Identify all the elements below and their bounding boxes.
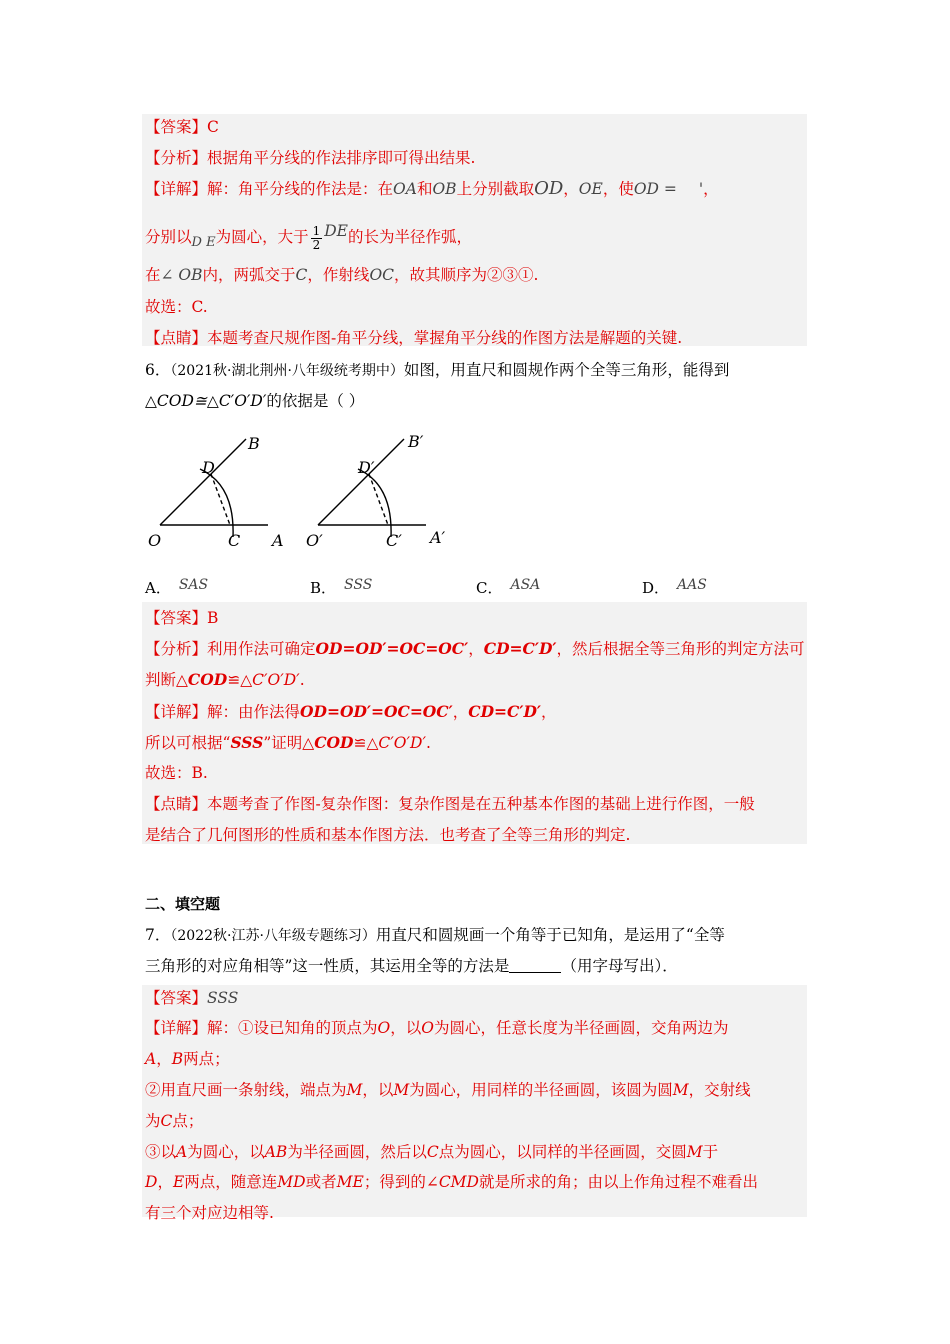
detail-text: ，	[157, 1173, 173, 1191]
fraction-half	[311, 225, 323, 252]
math-b: B	[171, 1050, 184, 1068]
math-oa: OA	[393, 180, 417, 198]
figure-congruent-triangles	[140, 425, 460, 555]
question-text: 如图，用直尺和圆规作两个全等三角形，能得到	[403, 361, 730, 379]
option-letter: C．	[476, 579, 503, 597]
math-c: C	[426, 1143, 439, 1161]
choose-line-q5	[145, 292, 807, 323]
detail-text: 两点；	[183, 1050, 230, 1068]
analysis-text: ，然后根据全等三角形的判定方法可	[556, 640, 805, 658]
detail-text: 解：由作法得	[207, 703, 301, 721]
analysis-text: 判断△	[145, 671, 188, 689]
detail-line4-q7	[145, 1106, 807, 1137]
option-b[interactable]	[310, 572, 372, 598]
answer-value: SSS	[207, 989, 239, 1007]
detail-text: 为圆心，任意长度为半径画圆，交角两边为	[433, 1019, 729, 1037]
analysis-line-q5	[145, 143, 807, 174]
detail-text: ，	[540, 703, 557, 721]
math-a: A	[176, 1143, 188, 1161]
detail-line3-q5	[145, 260, 807, 291]
detail-text: 为圆心，大于	[215, 228, 309, 246]
choose-line-q6	[145, 758, 807, 789]
question-text: （用字母写出）．	[561, 957, 678, 975]
detail-text: 和	[416, 180, 433, 198]
label-o-prime: O′	[306, 531, 323, 550]
math-oe: OE	[578, 180, 603, 198]
detail-text: 上分别截取	[456, 180, 535, 198]
label-a-prime: A′	[430, 528, 446, 547]
math-c2o2d2: C′O′D′	[252, 671, 300, 689]
comment-text: 本题考查尺规作图-角平分线，掌握角平分线的作图方法是解题的关键.	[207, 329, 683, 347]
math-angle-cmd: ∠CMD	[425, 1173, 479, 1191]
detail-line3-q7	[145, 1075, 807, 1106]
section-title: 二、填空题	[145, 895, 221, 913]
question-6-stem-line2	[145, 386, 807, 417]
detail-line1-q6	[145, 696, 807, 727]
question-text: 的依据是（ ）	[266, 392, 365, 410]
detail-text: 解：角平分线的作法是：在	[207, 180, 394, 198]
label-b: B	[248, 434, 260, 453]
choose-text: 故选：C.	[145, 298, 208, 316]
detail-tag: 【详解】	[145, 703, 208, 721]
math-od-eq: OD =	[633, 180, 677, 198]
frac-num: 1	[312, 223, 321, 238]
choose-text: 故选：B.	[145, 764, 208, 782]
analysis-line2-q6	[145, 664, 807, 695]
option-value: AAS	[677, 577, 707, 593]
detail-text: ，作射线	[307, 266, 370, 284]
option-letter: A．	[145, 579, 171, 597]
question-6-stem-line1	[145, 355, 807, 386]
detail-text: ②用直尺画一条射线，端点为	[145, 1081, 347, 1099]
detail-text: 点为圆心，以同样的半径画圆，交圆	[438, 1143, 687, 1161]
label-c-prime: C′	[386, 531, 402, 550]
figure-left	[160, 439, 268, 537]
option-c[interactable]	[476, 572, 540, 598]
math-o: O	[377, 1019, 391, 1037]
detail-tag: 【详解】	[145, 180, 208, 198]
segment-dc-dashed	[211, 474, 230, 525]
math-sss: SSS	[230, 733, 264, 752]
answer-tag: 【答案】	[145, 609, 208, 627]
detail-text: ，	[452, 703, 469, 721]
math-m: M	[346, 1081, 363, 1099]
detail-text: 在	[145, 266, 161, 284]
answer-value: C	[207, 118, 219, 136]
detail-text: 所以可根据“	[145, 734, 231, 752]
label-c: C	[228, 531, 241, 550]
math-a: A	[145, 1050, 157, 1068]
option-value: SSS	[344, 577, 373, 593]
answer-tag: 【答案】	[145, 989, 208, 1007]
question-text: 用直尺和圆规画一个角等于已知角，是运用了“全等	[375, 926, 725, 944]
detail-text: 为半径画圆，然后以	[287, 1143, 427, 1161]
detail-text: 为	[145, 1112, 161, 1130]
detail-line1-q5	[145, 173, 807, 204]
option-d[interactable]	[642, 572, 707, 598]
label-b-prime: B′	[408, 432, 424, 451]
math-ob: OB	[432, 180, 457, 198]
detail-text: ，故其顺序为②③①.	[394, 266, 539, 284]
question-number: 7．	[145, 926, 171, 944]
math-tick: '	[698, 180, 704, 198]
analysis-text: 利用作法可确定	[207, 640, 316, 658]
math-d-e: D E	[191, 235, 216, 250]
label-o: O	[148, 531, 162, 550]
answer-blank[interactable]	[509, 956, 561, 973]
detail-text: ”证明△	[263, 734, 315, 752]
detail-text: ，交射线	[688, 1081, 751, 1099]
detail-text: ，	[703, 180, 719, 198]
detail-line6-q7	[145, 1167, 807, 1198]
math-eq1: OD=OD′=OC=OC′	[315, 639, 469, 658]
math-md: MD	[277, 1173, 306, 1191]
math-cod: COD	[187, 670, 228, 689]
ray-ob	[160, 439, 246, 525]
detail-text: ，	[563, 180, 579, 198]
detail-text: 有三个对应边相等.	[145, 1204, 274, 1222]
detail-text: ，以	[362, 1081, 394, 1099]
detail-tag: 【详解】	[145, 1019, 208, 1037]
comment-tag: 【点睛】	[145, 329, 208, 347]
question-number: 6．	[145, 361, 171, 379]
detail-text: 为圆心，用同样的半径画圆，该圆为圆	[409, 1081, 673, 1099]
segment-d2c2-dashed	[369, 474, 388, 525]
question-text: 三角形的对应角相等”这一性质，其运用全等的方法是	[145, 957, 510, 975]
math-me: ME	[336, 1173, 364, 1191]
option-value: SAS	[178, 577, 209, 593]
math-de: DE	[324, 222, 348, 240]
math-eq1: OD=OD′=OC=OC′	[300, 702, 453, 721]
question-source: （2022秋·江苏·八年级专题练习）	[170, 928, 376, 944]
math-eq2: CD=C′D′	[468, 702, 541, 721]
math-cod: COD	[314, 733, 354, 752]
comment-line1-q6	[145, 789, 807, 820]
math-angle-aob: ∠ OB	[160, 266, 203, 284]
detail-text: ，以	[390, 1019, 422, 1037]
math-eq2: CD=C′D′	[483, 639, 557, 658]
detail-text: 为圆心，以	[187, 1143, 265, 1161]
analysis-tag: 【分析】	[145, 640, 208, 658]
detail-text: 点；	[172, 1112, 204, 1130]
question-7-stem-line2	[145, 951, 807, 982]
analysis-line1-q6	[145, 633, 807, 664]
detail-text: 于	[702, 1143, 719, 1161]
math-e: E	[172, 1173, 185, 1191]
math-c2o2d2: C′O′D′	[378, 734, 426, 752]
option-letter: B．	[310, 579, 337, 597]
detail-text: 或者	[305, 1173, 337, 1191]
detail-line2-q6	[145, 727, 807, 758]
detail-text: 分别以	[145, 228, 192, 246]
detail-line7-q7	[145, 1198, 807, 1229]
option-letter: D．	[642, 579, 670, 597]
detail-text: 的长为半径作弧，	[347, 228, 472, 246]
math-m: M	[686, 1143, 703, 1161]
detail-line1-q7	[145, 1013, 807, 1044]
detail-line5-q7	[145, 1137, 807, 1168]
math-od: OD	[534, 178, 564, 199]
detail-text: 解：①设已知角的顶点为	[207, 1019, 378, 1037]
math-congruence: △COD≅△C′O′D′	[145, 392, 267, 410]
analysis-text: .	[299, 671, 305, 689]
answer-line-q7	[145, 983, 807, 1014]
analysis-tag: 【分析】	[145, 149, 208, 167]
detail-text: ；得到的	[363, 1173, 426, 1191]
option-value: ASA	[510, 577, 541, 593]
math-oc: OC	[369, 266, 395, 284]
analysis-text: ≌△	[227, 671, 253, 689]
detail-text: 两点，随意连	[184, 1173, 278, 1191]
label-d: D	[202, 458, 215, 477]
question-source: （2021秋·湖北荆州·八年级统考期中）	[170, 363, 404, 379]
comment-text: 本题考查了作图-复杂作图：复杂作图是在五种基本作图的基础上进行作图，一般	[207, 795, 755, 813]
frac-den: 2	[312, 237, 321, 252]
math-m: M	[672, 1081, 689, 1099]
detail-text: ，	[156, 1050, 172, 1068]
option-a[interactable]	[145, 572, 208, 598]
detail-text: 内，两弧交于	[202, 266, 296, 284]
analysis-text: 根据角平分线的作法排序即可得出结果.	[207, 149, 476, 167]
answer-tag: 【答案】	[145, 118, 208, 136]
ray-o2b2	[318, 439, 404, 525]
math-ab: AB	[264, 1143, 288, 1161]
detail-line2-q5	[145, 216, 807, 252]
comment-line-q5	[145, 323, 807, 354]
math-c: C	[160, 1112, 173, 1130]
math-d: D	[145, 1173, 158, 1191]
math-o: O	[421, 1019, 434, 1037]
analysis-text: ，	[468, 640, 484, 658]
detail-text: 就是所求的角；由以上作角过程不难看出	[478, 1173, 758, 1191]
comment-tag: 【点睛】	[145, 795, 208, 813]
figure-right	[318, 439, 426, 537]
math-c: C	[295, 266, 308, 284]
label-d-prime: D′	[358, 458, 375, 477]
answer-line-q5	[145, 112, 807, 143]
detail-line2-q7	[145, 1044, 807, 1075]
detail-text: ，使	[602, 180, 634, 198]
comment-line2-q6	[145, 820, 807, 851]
question-7-stem-line1	[145, 920, 807, 951]
detail-text: ≌△	[353, 734, 379, 752]
answer-value: B	[207, 609, 219, 627]
answer-line-q6	[145, 603, 807, 634]
comment-text: 是结合了几何图形的性质和基本作图方法．也考查了全等三角形的判定.	[145, 826, 631, 844]
math-m: M	[393, 1081, 410, 1099]
label-a: A	[272, 531, 284, 550]
detail-text: ③以	[145, 1143, 177, 1161]
detail-text: .	[425, 734, 431, 752]
